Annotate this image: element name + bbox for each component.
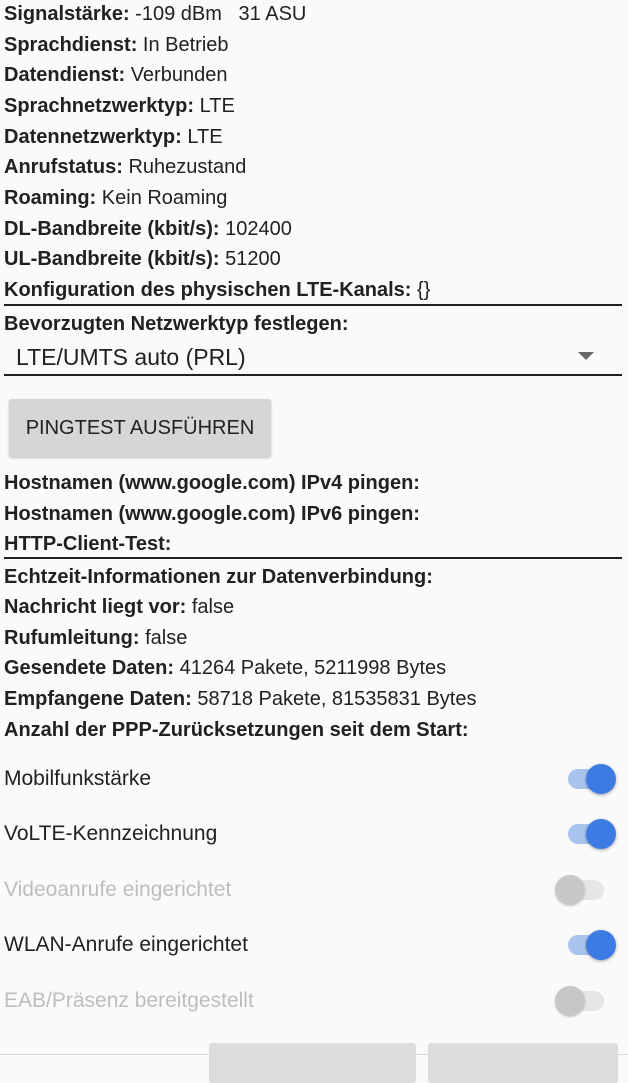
info-label: DL-Bandbreite (kbit/s): (4, 218, 220, 240)
ping-ipv6-label: Hostnamen (www.google.com) IPv6 pingen: (4, 503, 420, 525)
bottom-button-left[interactable] (209, 1043, 416, 1083)
info-value: LTE (187, 126, 223, 148)
info-value: In Betrieb (142, 34, 229, 56)
info-label: Signalstärke: (4, 3, 130, 25)
info-data-service (4, 63, 227, 87)
info-value: 51200 (225, 248, 281, 270)
info-value: Ruhezustand (128, 156, 247, 178)
divider (4, 304, 622, 306)
info-label: Empfangene Daten: (4, 688, 192, 710)
switch-thumb[interactable] (586, 764, 616, 794)
switch-thumb (555, 875, 585, 905)
switch-thumb[interactable] (586, 930, 616, 960)
switch-thumb[interactable] (586, 819, 616, 849)
info-voice-service (4, 33, 229, 57)
bottom-button-right[interactable] (428, 1043, 618, 1083)
info-label: Anrufstatus: (4, 156, 123, 178)
info-label: Konfiguration des physischen LTE-Kanals: (4, 279, 412, 301)
switch-label: Mobilfunkstärke (4, 767, 152, 790)
ping-ipv4-label: Hostnamen (www.google.com) IPv4 pingen: (4, 472, 420, 494)
info-lte-channel-config (4, 278, 430, 302)
network-type-heading (4, 312, 349, 336)
info-label: Nachricht liegt vor: (4, 596, 187, 618)
info-label: UL-Bandbreite (kbit/s): (4, 248, 220, 270)
info-value: -109 dBm 31 ASU (135, 3, 307, 25)
divider (4, 557, 622, 559)
network-type-value: LTE/UMTS auto (PRL) (16, 344, 246, 370)
switch-label: WLAN-Anrufe eingerichtet (4, 933, 248, 956)
info-value: Kein Roaming (101, 187, 228, 209)
switch-label: Videoanrufe eingerichtet (4, 878, 232, 901)
dropdown-arrow-icon[interactable] (578, 352, 594, 360)
realtime-ppp-resets (4, 718, 469, 742)
info-dl-bandwidth (4, 217, 292, 241)
info-roaming (4, 186, 227, 210)
realtime-heading (4, 565, 433, 589)
network-type-label: Bevorzugten Netzwerktyp festlegen: (4, 313, 349, 335)
info-value: 58718 Pakete, 81535831 Bytes (197, 688, 477, 710)
info-signal-strength (4, 2, 306, 26)
info-value: false (191, 596, 235, 618)
http-client-test-label: HTTP-Client-Test: (4, 533, 172, 555)
info-label: Datennetzwerktyp: (4, 126, 182, 148)
ping-ipv6 (4, 502, 420, 526)
switch-label: VoLTE-Kennzeichnung (4, 822, 218, 845)
realtime-sent-data (4, 656, 446, 680)
info-call-status (4, 155, 246, 179)
info-label: Sprachnetzwerktyp: (4, 95, 195, 117)
info-voice-network-type (4, 94, 235, 118)
run-ping-test-button[interactable]: PINGTEST AUSFÜHREN (9, 399, 271, 457)
info-label: Roaming: (4, 187, 97, 209)
realtime-heading-label: Echtzeit-Informationen zur Datenverbindung: (4, 566, 433, 588)
switch-thumb (555, 986, 585, 1016)
info-label: Datendienst: (4, 64, 126, 86)
info-value: 41264 Pakete, 5211998 Bytes (179, 657, 447, 679)
info-value: Verbunden (130, 64, 228, 86)
info-value: {} (417, 279, 431, 301)
switch-label: EAB/Präsenz bereitgestellt (4, 989, 254, 1012)
realtime-call-forwarding (4, 626, 187, 650)
info-value: LTE (199, 95, 235, 117)
info-label: Sprachdienst: (4, 34, 138, 56)
info-label: Gesendete Daten: (4, 657, 175, 679)
spinner-underline (4, 374, 622, 376)
info-ul-bandwidth (4, 247, 281, 271)
info-value: 102400 (225, 218, 292, 240)
info-data-network-type (4, 125, 223, 149)
info-value: false (145, 627, 188, 649)
realtime-message-waiting (4, 595, 234, 619)
info-label: Rufumleitung: (4, 627, 140, 649)
http-client-test (4, 532, 171, 556)
realtime-received-data (4, 687, 477, 711)
info-label: Anzahl der PPP-Zurücksetzungen seit dem Start: (4, 719, 469, 741)
ping-ipv4 (4, 471, 420, 495)
